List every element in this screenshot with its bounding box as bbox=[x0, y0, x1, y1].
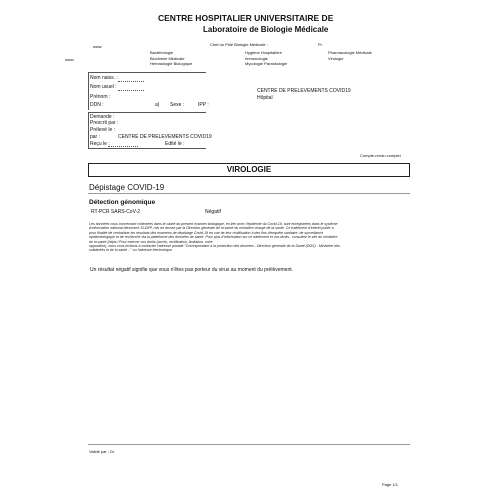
specialty-item: Biochimie Médicale bbox=[150, 55, 185, 61]
hospital-title: CENTRE HOSPITALIER UNIVERSITAIRE DE bbox=[158, 13, 334, 23]
ipp-label: IPP : bbox=[198, 102, 209, 108]
specialty-item: Pharmacologie Médicale bbox=[328, 50, 372, 55]
www-label: www bbox=[65, 57, 74, 62]
lab-title: Laboratoire de Biologie Médicale bbox=[203, 25, 329, 34]
specialty-item: Mycologie Parasitologie bbox=[245, 61, 288, 66]
site-name: CENTRE DE PRELEVEMENTS COVID19 bbox=[257, 88, 351, 94]
chef-value: Pr bbox=[318, 42, 322, 47]
par-label: par : bbox=[90, 134, 101, 140]
test-title: Dépistage COVID-19 bbox=[89, 183, 165, 192]
patient-block-border bbox=[88, 72, 89, 110]
privacy-line: pour finalité de centraliser les résultats des examens de dépistage Covid-19 en vue de leur réutilisation à des fins d'enquête sanitaire, de surveillance bbox=[89, 230, 324, 235]
request-block-bottom bbox=[88, 148, 206, 149]
request-block-border bbox=[88, 112, 89, 148]
specialty-item: Hygiène Hospitalière bbox=[245, 50, 282, 55]
section-header-box bbox=[88, 163, 410, 177]
patient-block-top bbox=[88, 72, 206, 73]
nom-usuel-label: Nom usuel : bbox=[90, 84, 117, 90]
specialty-item: Hématologie Biologique bbox=[150, 61, 193, 66]
conclusion-text: Un résultat négatif signifie que vous n'êtes pas porteur du virus au moment du prélèvement. bbox=[90, 267, 294, 273]
specialties-col-2 bbox=[245, 50, 287, 67]
privacy-line: Les données vous concernant collectées dans le cadre du présent examen biologique, en lien avec l'épidémie du Covid-19, sont enregistrées dans le système bbox=[89, 222, 338, 226]
nom-naiss-label: Nom naiss. : bbox=[90, 75, 118, 81]
privacy-line: solidarités et de la santé - " ou l'adresse électronique bbox=[89, 248, 172, 253]
section-title: VIROLOGIE bbox=[226, 165, 272, 174]
recu-label: Reçu le : bbox=[90, 141, 110, 147]
edite-label: Edité le : bbox=[165, 141, 185, 147]
result-label: RT-PCR SARS-CoV-2 bbox=[91, 209, 141, 215]
test-divider bbox=[88, 193, 410, 194]
prenom-label: Prénom : bbox=[90, 94, 111, 100]
demande-label: Demande : bbox=[90, 114, 115, 120]
specialty-item: Bactériologie bbox=[150, 50, 174, 55]
chef-label: Chef du Pôle Biologie Médicale : bbox=[210, 42, 268, 47]
footer-divider bbox=[88, 444, 410, 445]
specialty-item: Immunologie bbox=[245, 55, 268, 61]
nom-usuel-line bbox=[118, 90, 144, 91]
ddn-label: DDN : bbox=[90, 102, 104, 108]
privacy-line: d'information national dénommé SI-DEP, mis en œuvre par la Direction générale de la santé du ministère chargé de la santé. Ce traitement d'intérêt public a bbox=[89, 226, 334, 231]
age-label: a) bbox=[155, 102, 160, 108]
specialties-col-3 bbox=[328, 50, 372, 61]
detection-title: Détection génomique bbox=[89, 199, 156, 206]
specialties-col-1 bbox=[150, 50, 192, 67]
privacy-line: de la santé (https:/ Pour exercer vos droits (accès, rectification, limitation, voire bbox=[89, 239, 213, 244]
website-link[interactable]: www bbox=[93, 44, 102, 49]
specialty-item: Virologie bbox=[328, 55, 344, 61]
page-number: Page 1/1 bbox=[382, 482, 399, 487]
privacy-line: opposition), nous vous invitons à contacter l'adresse postale "Correspondant à la protection des données - Direction générale de la Santé (DGS) - Ministère des bbox=[89, 244, 340, 249]
preleve-label: Prélevé le : bbox=[90, 127, 116, 133]
validated-by: Validé par : Dr bbox=[89, 449, 115, 454]
privacy-line: épidémiologique et de recherche via la plateforme des données de santé. Pour plus d'information sur ce traitement et vos droits : consultez le site du ministère bbox=[89, 235, 338, 240]
nom-naiss-line bbox=[118, 81, 144, 82]
report-status: Compte-rendu complet bbox=[360, 153, 401, 158]
sexe-label: Sexe : bbox=[170, 102, 185, 108]
request-block-top bbox=[88, 112, 206, 113]
result-value: Négatif bbox=[205, 209, 221, 215]
recu-line bbox=[108, 146, 138, 147]
prescrit-label: Prescrit par : bbox=[90, 120, 119, 126]
site-sub: Hôpital bbox=[257, 95, 273, 101]
privacy-notice bbox=[89, 222, 340, 253]
par-value: CENTRE DE PRELEVEMENTS COVID19 bbox=[118, 134, 212, 140]
